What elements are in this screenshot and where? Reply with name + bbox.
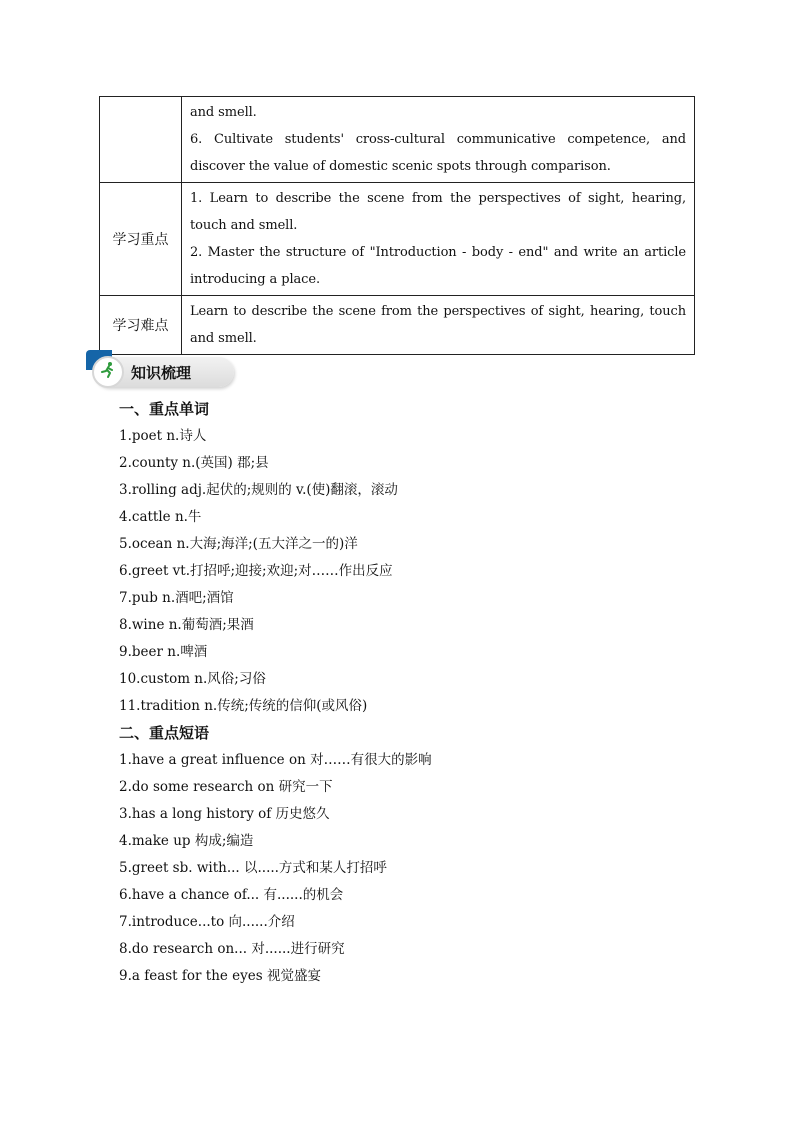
section-banner — [86, 350, 236, 392]
list-item: 4.cattle n.牛 — [119, 509, 202, 525]
list-item: 8.do research on... 对......进行研究 — [119, 941, 345, 957]
row-content — [182, 183, 695, 296]
list-item: 5.ocean n.大海;海洋;(五大洋之一的)洋 — [119, 536, 358, 552]
banner-icon-circle — [92, 356, 124, 388]
list-item: 4.make up 构成;编造 — [119, 833, 254, 849]
list-item: 6.greet vt.打招呼;迎接;欢迎;对……作出反应 — [119, 563, 393, 579]
list-item: 2.do some research on 研究一下 — [119, 779, 333, 795]
row-label: 学习难点 — [100, 296, 182, 355]
row-line: 6. Cultivate students' cross-cultural communicative competence, and discover the value of domestic scenic spots through comparison. — [190, 132, 686, 174]
row-line: 1. Learn to describe the scene from the perspectives of sight, hearing, touch and smell. — [190, 191, 686, 233]
list-item: 3.has a long history of 历史悠久 — [119, 806, 330, 822]
list-item: 6.have a chance of... 有......的机会 — [119, 887, 344, 903]
row-content — [182, 97, 695, 183]
list-item: 9.a feast for the eyes 视觉盛宴 — [119, 968, 321, 984]
list-item: 1.have a great influence on 对……有很大的影响 — [119, 752, 432, 768]
row-line: 2. Master the structure of "Introduction - body - end" and write an article introducing a place. — [190, 245, 686, 287]
running-figure-icon — [99, 361, 117, 383]
list-item: 9.beer n.啤酒 — [119, 644, 208, 660]
list-item: 3.rolling adj.起伏的;规则的 v.(使)翻滚，滚动 — [119, 482, 398, 498]
list-item: 1.poet n.诗人 — [119, 428, 207, 444]
row-label — [100, 97, 182, 183]
list-item: 7.introduce...to 向......介绍 — [119, 914, 295, 930]
list-item: 5.greet sb. with... 以.....方式和某人打招呼 — [119, 860, 387, 876]
table-row — [100, 183, 695, 296]
table-row — [100, 97, 695, 183]
section-title: 知识梳理 — [131, 364, 192, 382]
row-line: and smell. — [190, 105, 257, 120]
list-item: 11.tradition n.传统;传统的信仰(或风俗) — [119, 698, 368, 714]
list-item: 8.wine n.葡萄酒;果酒 — [119, 617, 254, 633]
vocab-list — [119, 396, 699, 990]
row-line: Learn to describe the scene from the perspectives of sight, hearing, touch and smell. — [190, 304, 686, 346]
table-row — [100, 296, 695, 355]
words-heading: 一、重点单词 — [119, 400, 210, 418]
objectives-table — [99, 96, 695, 355]
row-content — [182, 296, 695, 355]
row-label: 学习重点 — [100, 183, 182, 296]
list-item: 10.custom n.风俗;习俗 — [119, 671, 266, 687]
list-item: 2.county n.(英国) 郡;县 — [119, 455, 269, 471]
list-item: 7.pub n.酒吧;酒馆 — [119, 590, 234, 606]
phrases-heading: 二、重点短语 — [119, 724, 210, 742]
